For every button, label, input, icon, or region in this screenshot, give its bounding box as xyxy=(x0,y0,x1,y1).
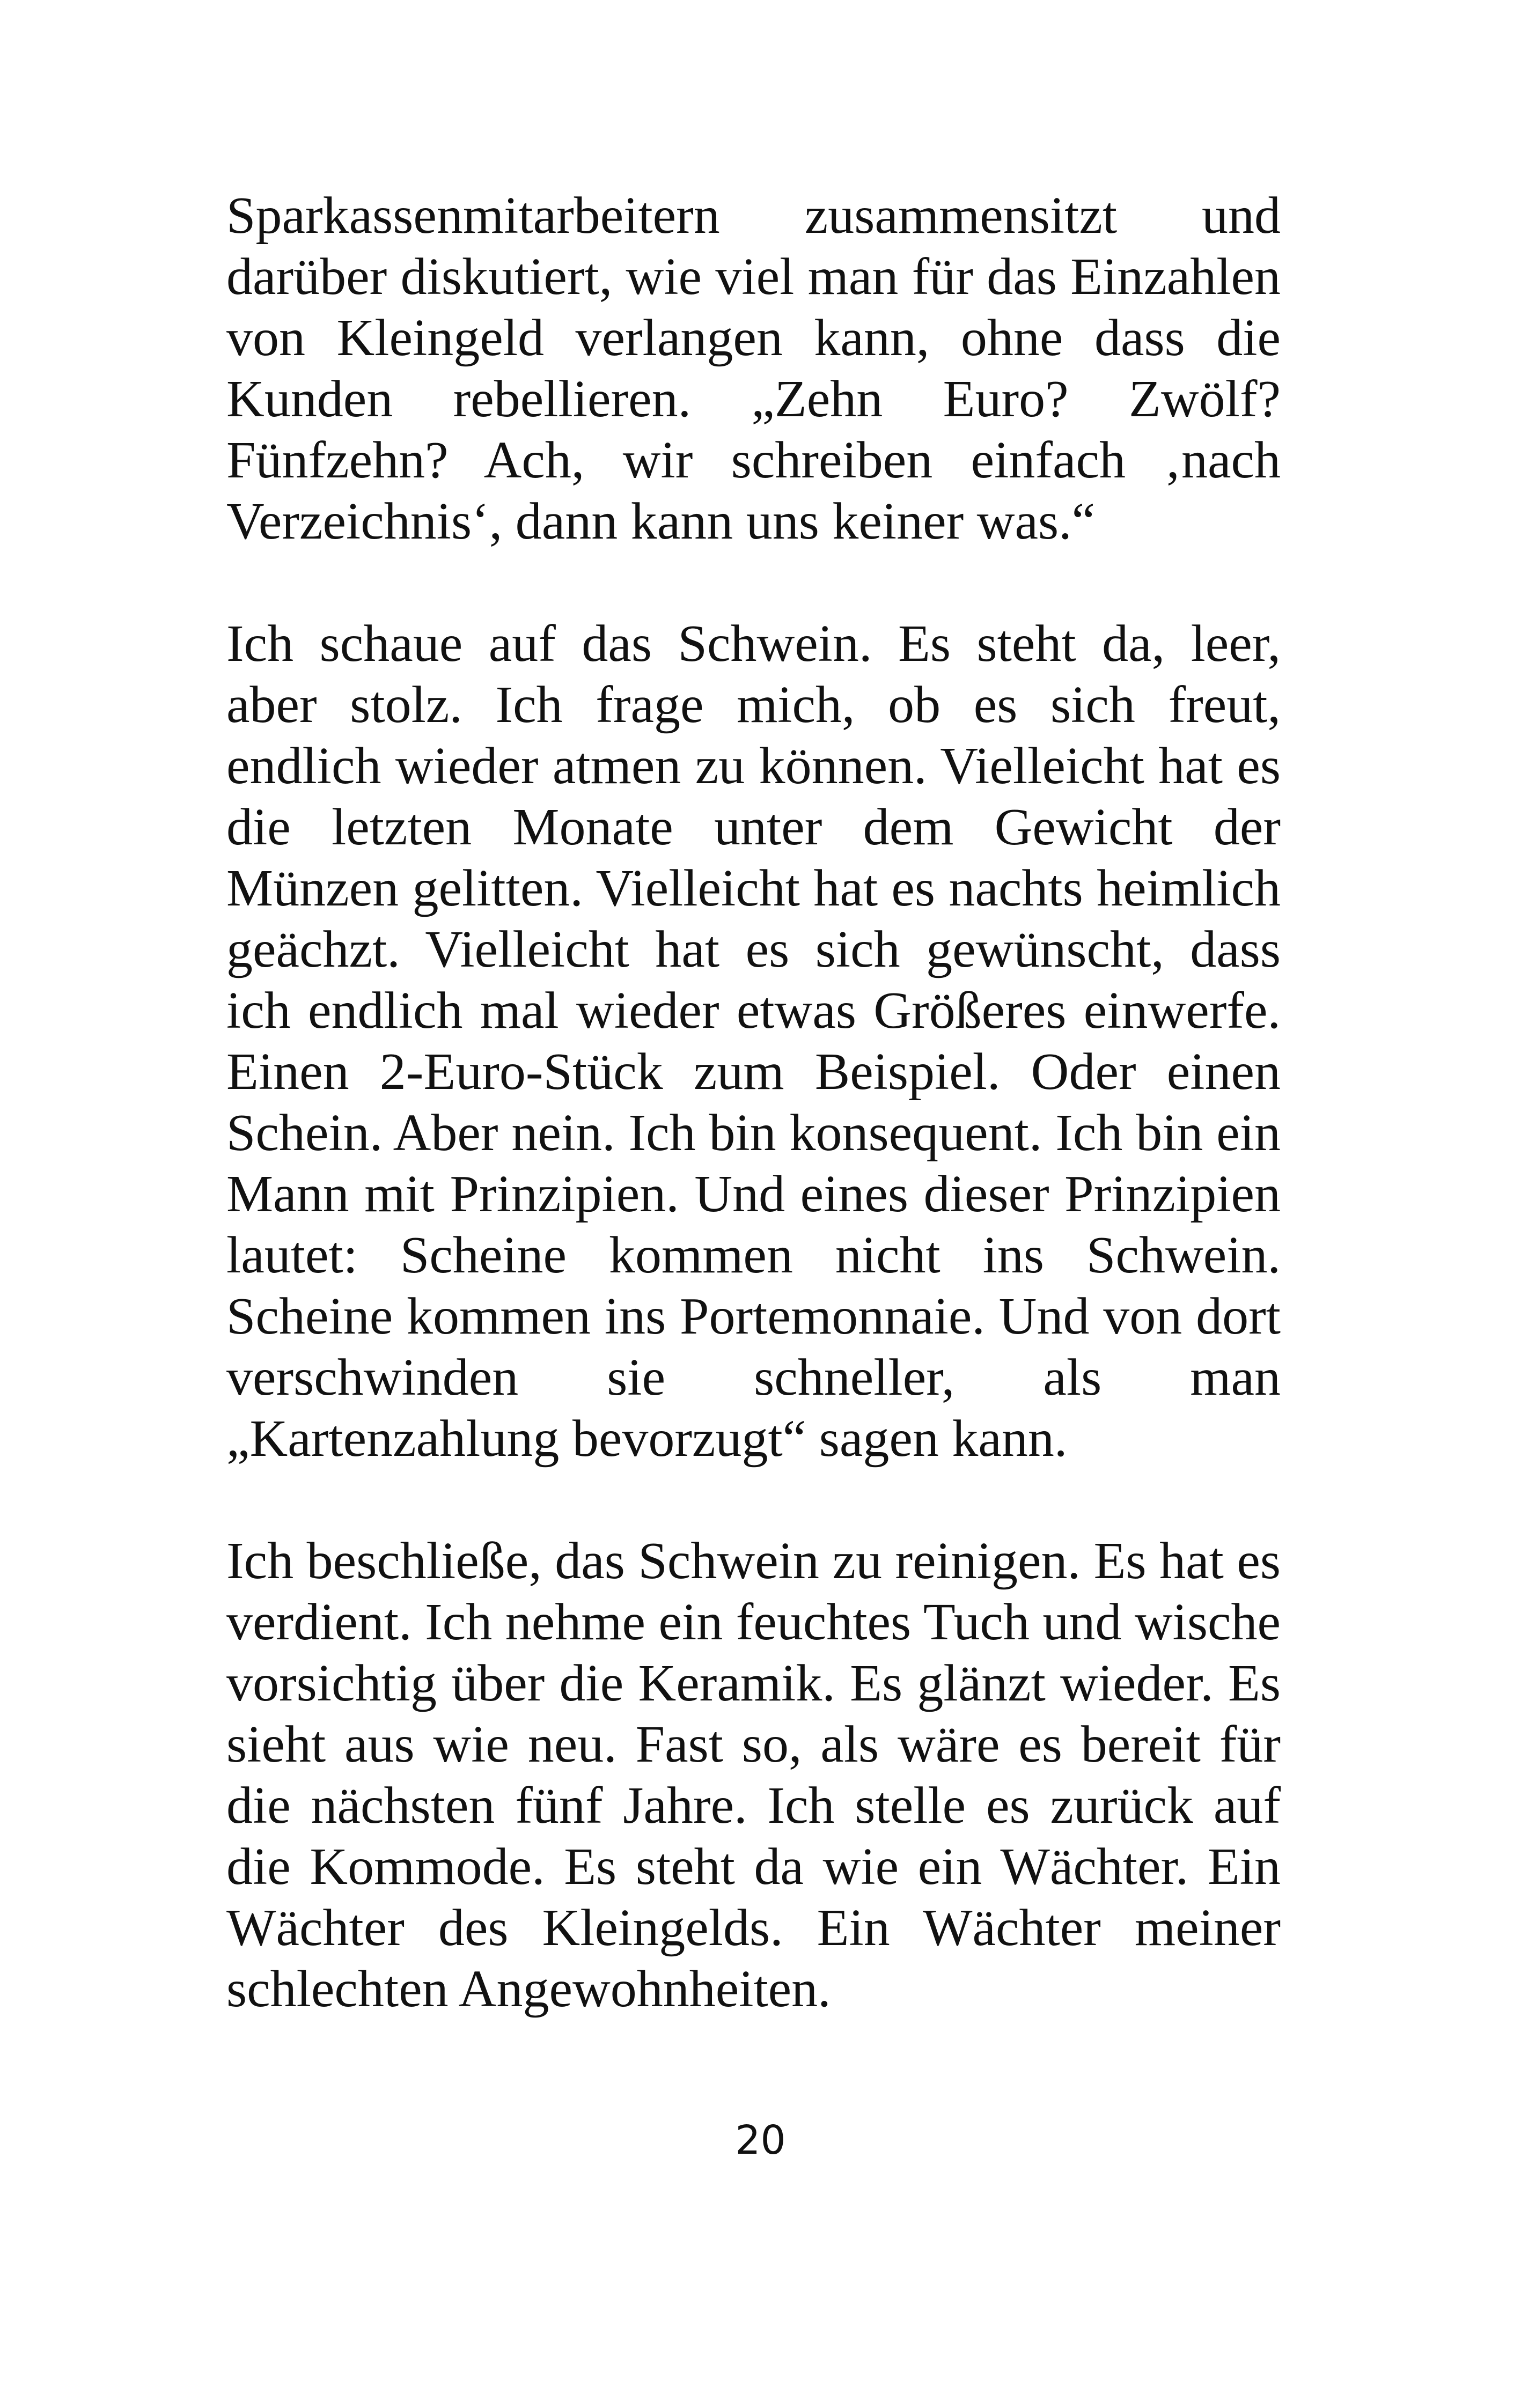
body-text xyxy=(226,185,1281,2081)
paragraph-1: Sparkassenmitarbeitern zusammensitzt und darüber diskutiert, wie viel man für das Einzahlen von Kleingeld verlangen kann, ohne dass die Kunden rebellieren. „Zehn Euro? Zwölf? Fünfzehn? Ach, wir schreiben einfach ‚nach Verzeichnis‘, dann kann uns keiner was.“ xyxy=(226,187,1281,550)
paragraph-3: Ich beschließe, das Schwein zu reinigen. Es hat es verdient. Ich nehme ein feuchtes Tuch und wische vorsichtig über die Keramik. Es glänzt wieder. Es sieht aus wie neu. Fast so, als wäre es bereit für die nächsten fünf Jahre. Ich stelle es zurück auf die Kommode. Es steht da wie ein Wächter. Ein Wächter des Kleingelds. Ein Wächter meiner schlechten Angewohnheiten. xyxy=(226,1532,1281,2018)
page-number: 20 xyxy=(735,2117,786,2163)
paragraph-2: Ich schaue auf das Schwein. Es steht da, leer, aber stolz. Ich frage mich, ob es sich freut, endlich wieder atmen zu können. Vielleicht hat es die letzten Monate unter dem Gewicht der Münzen gelitten. Vielleicht hat es nachts heimlich geächzt. Vielleicht hat es sich gewünscht, dass ich endlich mal wieder etwas Größeres einwerfe. Einen 2-Euro-Stück zum Beispiel. Oder einen Schein. Aber nein. Ich bin konsequent. Ich bin ein Mann mit Prinzipien. Und eines dieser Prinzipien lautet: Scheine kommen nicht ins Schwein. Scheine kommen ins Portemonnaie. Und von dort verschwinden sie schneller, als man „Kartenzahlung bevorzugt“ sagen kann. xyxy=(226,615,1281,1468)
